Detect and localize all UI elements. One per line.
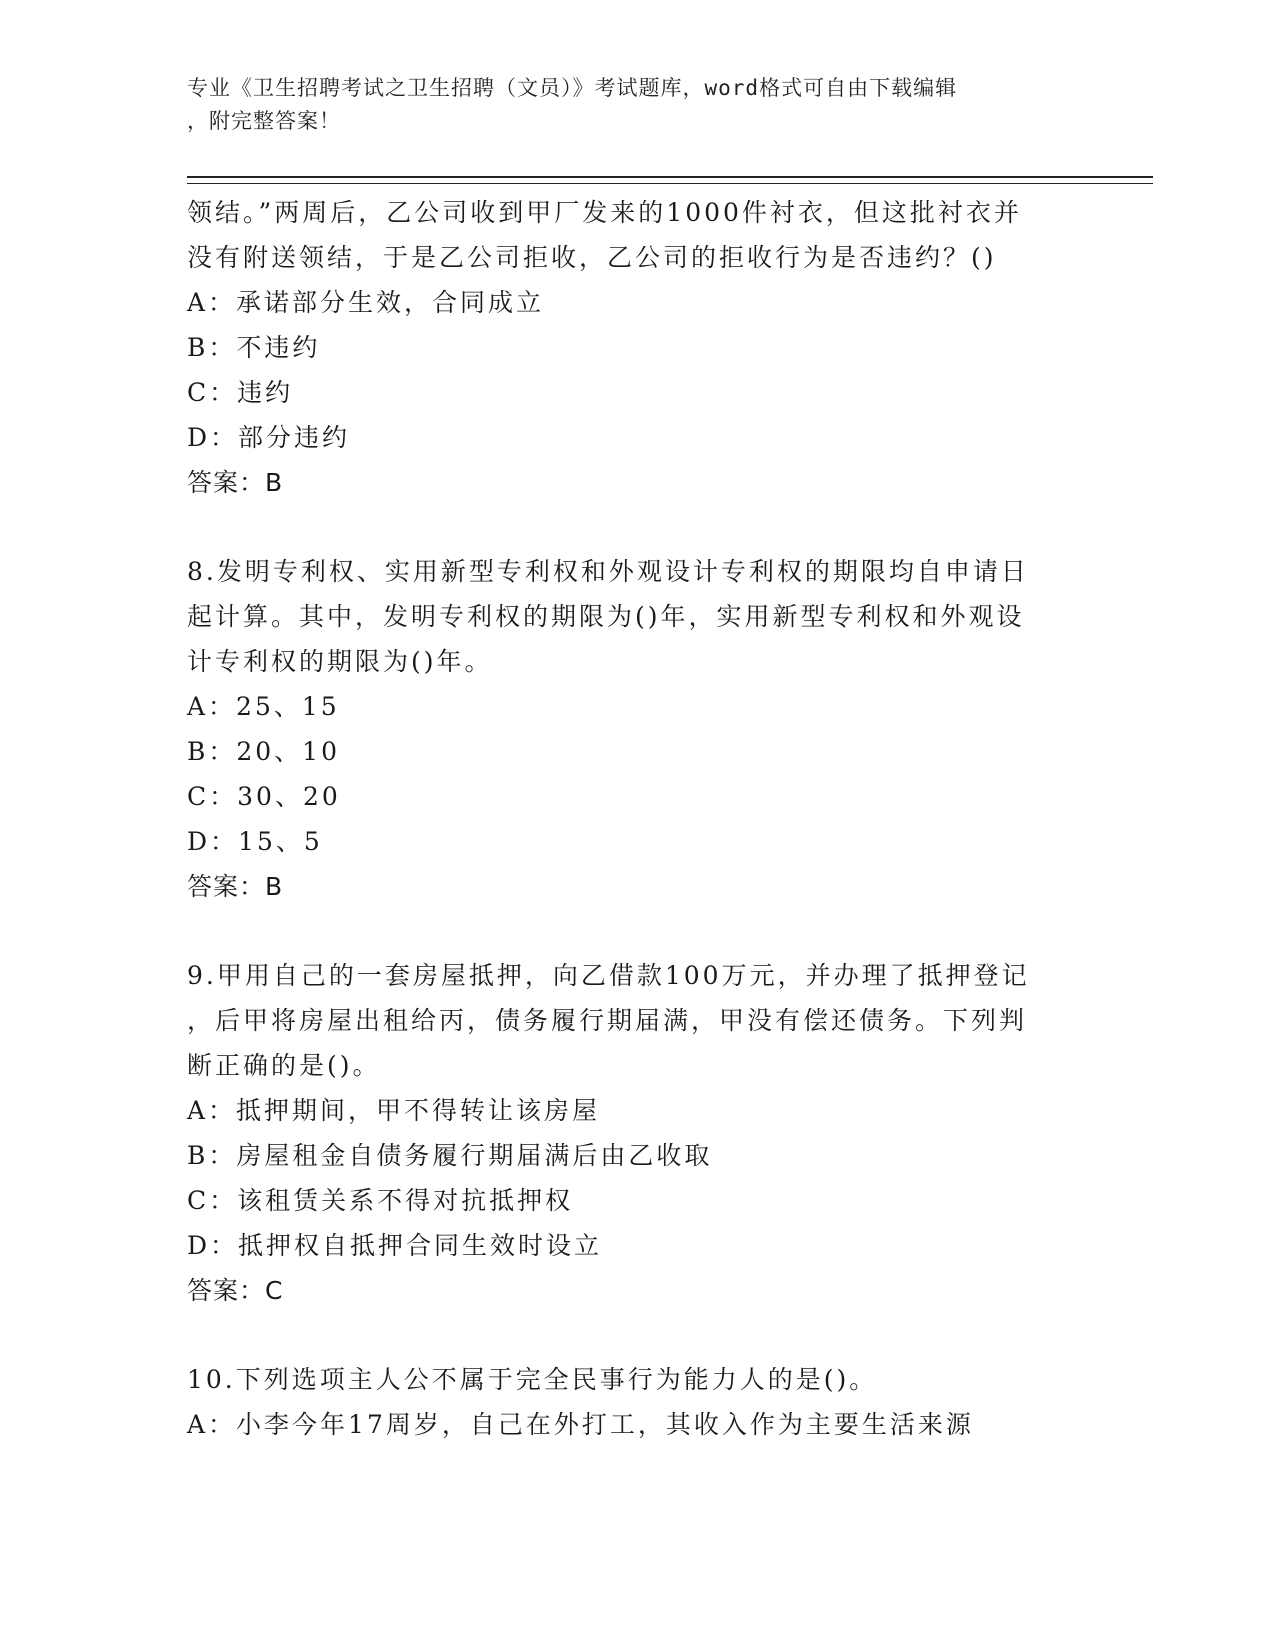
answer-label: 答案：B	[187, 872, 284, 901]
header-line-1: 专业《卫生招聘考试之卫生招聘（文员）》考试题库，word格式可自由下载编辑	[187, 76, 958, 100]
option-a: A：承诺部分生效，合同成立	[187, 288, 545, 317]
question-10	[187, 1357, 1087, 1447]
question-text-line: 计专利权的期限为()年。	[187, 647, 493, 676]
option-b: B：不违约	[187, 333, 321, 362]
option-a: A：小李今年17周岁，自己在外打工，其收入作为主要生活来源	[187, 1410, 974, 1439]
option-c: C：违约	[187, 378, 294, 407]
option-d: D：抵押权自抵押合同生效时设立	[187, 1231, 603, 1260]
document-body	[187, 190, 1087, 1447]
option-c: C：该租赁关系不得对抗抵押权	[187, 1186, 574, 1215]
question-text-line: 起计算。其中，发明专利权的期限为()年，实用新型专利权和外观设	[187, 602, 1025, 631]
question-text-line: 领结。”两周后，乙公司收到甲厂发来的1000件衬衣，但这批衬衣并	[187, 198, 1022, 227]
question-text-line: ，后甲将房屋出租给丙，债务履行期届满，甲没有偿还债务。下列判	[187, 1006, 1028, 1035]
header-divider	[187, 176, 1153, 184]
option-b: B：20、10	[187, 737, 340, 766]
option-a: A：抵押期间，甲不得转让该房屋	[187, 1096, 601, 1125]
answer-label: 答案：C	[187, 1276, 284, 1305]
question-7-continued	[187, 190, 1087, 505]
question-8	[187, 549, 1087, 909]
question-9	[187, 953, 1087, 1313]
question-text-line: 8.发明专利权、实用新型专利权和外观设计专利权的期限均自申请日	[187, 557, 1029, 586]
question-text-line: 10.下列选项主人公不属于完全民事行为能力人的是()。	[187, 1365, 878, 1394]
option-d: D：部分违约	[187, 423, 351, 452]
question-text-line: 断正确的是()。	[187, 1051, 381, 1080]
question-text-line: 9.甲用自己的一套房屋抵押，向乙借款100万元，并办理了抵押登记	[187, 961, 1030, 990]
option-a: A：25、15	[187, 692, 340, 721]
document-header	[187, 72, 1067, 138]
question-text-line: 没有附送领结，于是乙公司拒收，乙公司的拒收行为是否违约？()	[187, 243, 997, 272]
option-b: B：房屋租金自债务履行期届满后由乙收取	[187, 1141, 713, 1170]
option-d: D：15、5	[187, 827, 323, 856]
header-line-2: ，附完整答案！	[187, 109, 341, 133]
option-c: C：30、20	[187, 782, 341, 811]
answer-label: 答案：B	[187, 468, 284, 497]
